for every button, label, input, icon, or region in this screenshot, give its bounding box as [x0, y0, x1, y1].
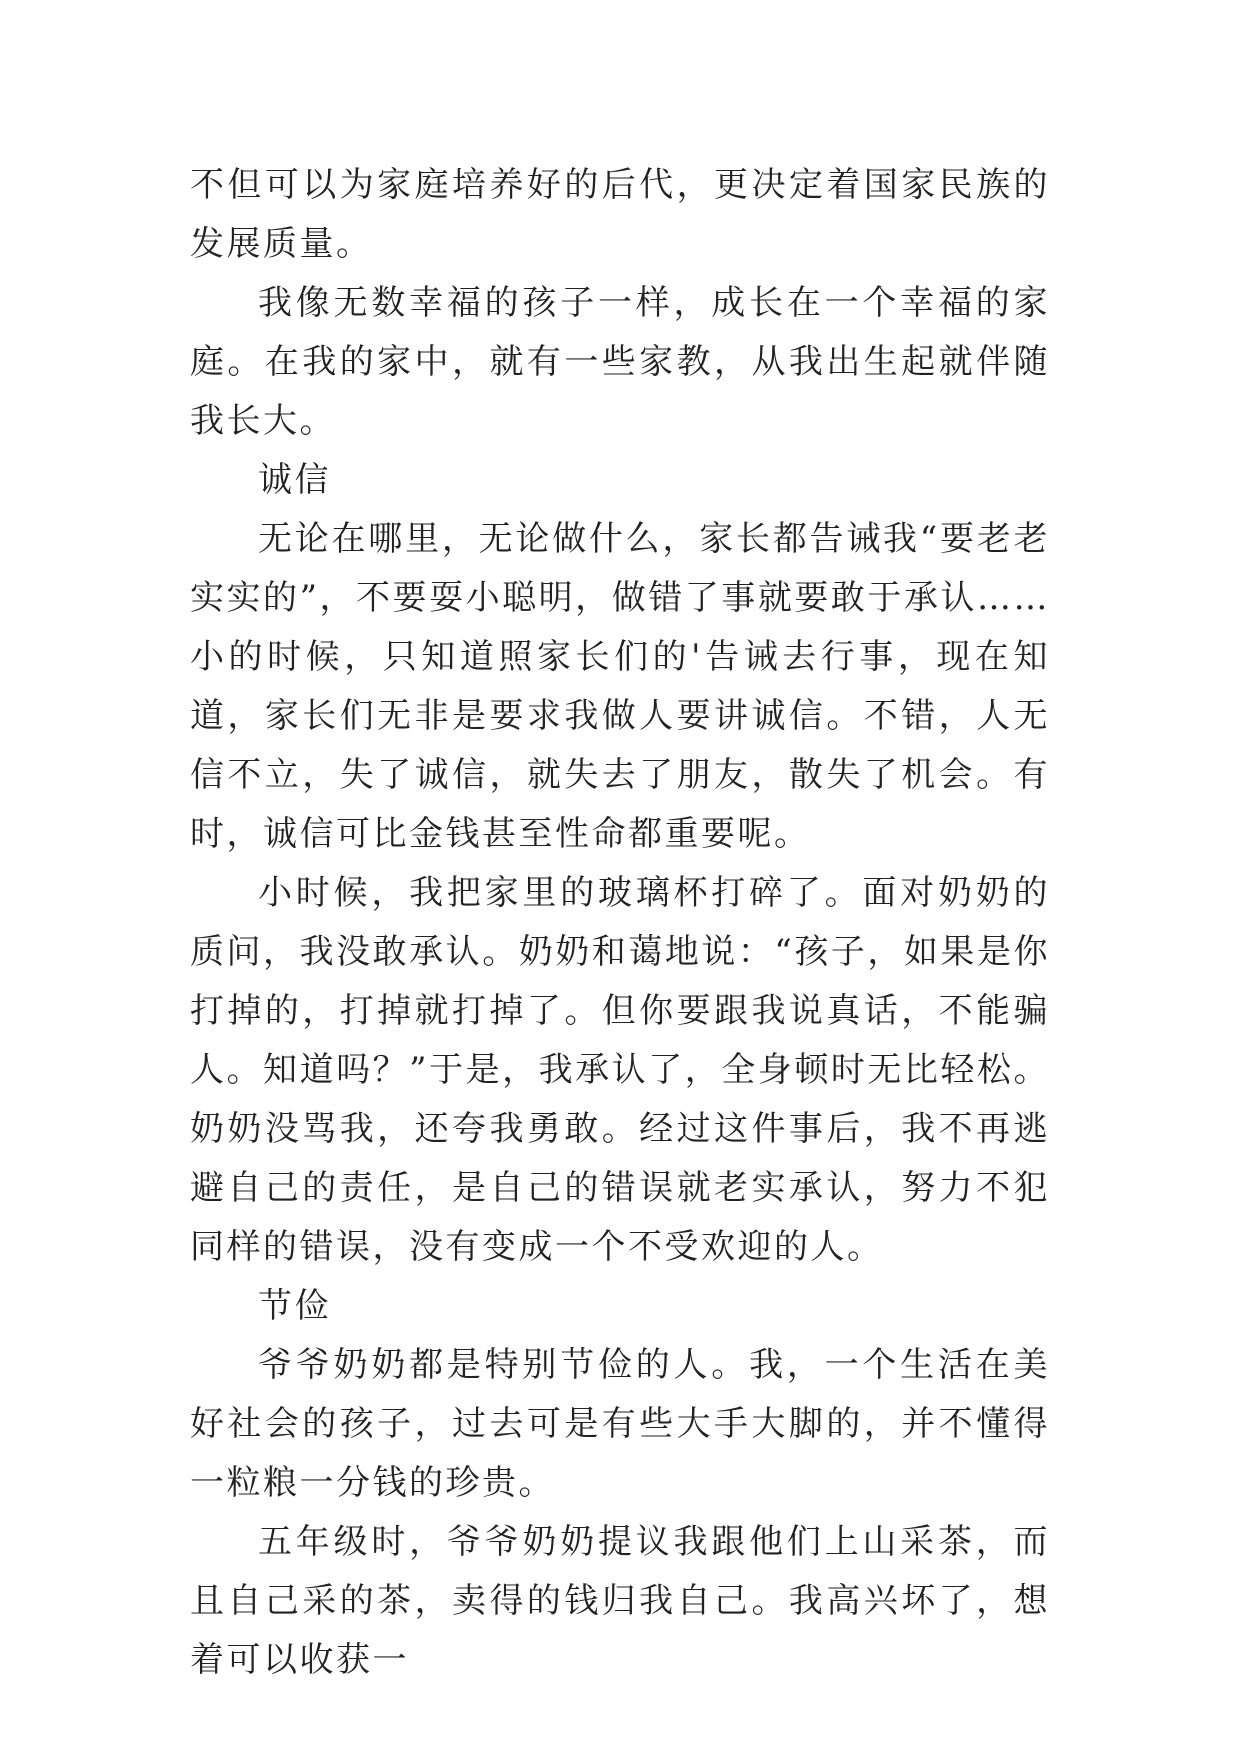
paragraph-family: 我像无数幸福的孩子一样，成长在一个幸福的家庭。在我的家中，就有一些家教，从我出生起就伴随我长大。 [190, 283, 1050, 441]
paragraph-thrift: 爷爷奶奶都是特别节俭的人。我，一个生活在美好社会的孩子，过去可是有些大手大脚的，并不懂得一粒粮一分钱的珍贵。 [190, 1345, 1050, 1503]
section-heading-thrift: 节俭 [258, 1286, 331, 1326]
document-body [190, 156, 1050, 1690]
paragraph-continuation: 不但可以为家庭培养好的后代，更决定着国家民族的发展质量。 [190, 165, 1050, 264]
section-heading-honesty: 诚信 [258, 460, 331, 500]
paragraph-honesty: 无论在哪里，无论做什么，家长都告诫我“要老老实实的”，不要耍小聪明，做错了事就要敢于承认……小的时候，只知道照家长们的'告诫去行事，现在知道，家长们无非是要求我做人要讲诚信。不错，人无信不立，失了诚信，就失去了朋友，散失了机会。有时，诚信可比金钱甚至性命都重要呢。 [190, 519, 1050, 854]
paragraph-tea-picking: 五年级时，爷爷奶奶提议我跟他们上山采茶，而且自己采的茶，卖得的钱归我自己。我高兴坏了，想着可以收获一 [190, 1522, 1050, 1680]
paragraph-glass-story: 小时候，我把家里的玻璃杯打碎了。面对奶奶的质问，我没敢承认。奶奶和蔼地说：“孩子，如果是你打掉的，打掉就打掉了。但你要跟我说真话，不能骗人。知道吗？”于是，我承认了，全身顿时无比轻松。奶奶没骂我，还夸我勇敢。经过这件事后，我不再逃避自己的责任，是自己的错误就老实承认，努力不犯同样的错误，没有变成一个不受欢迎的人。 [190, 873, 1050, 1267]
